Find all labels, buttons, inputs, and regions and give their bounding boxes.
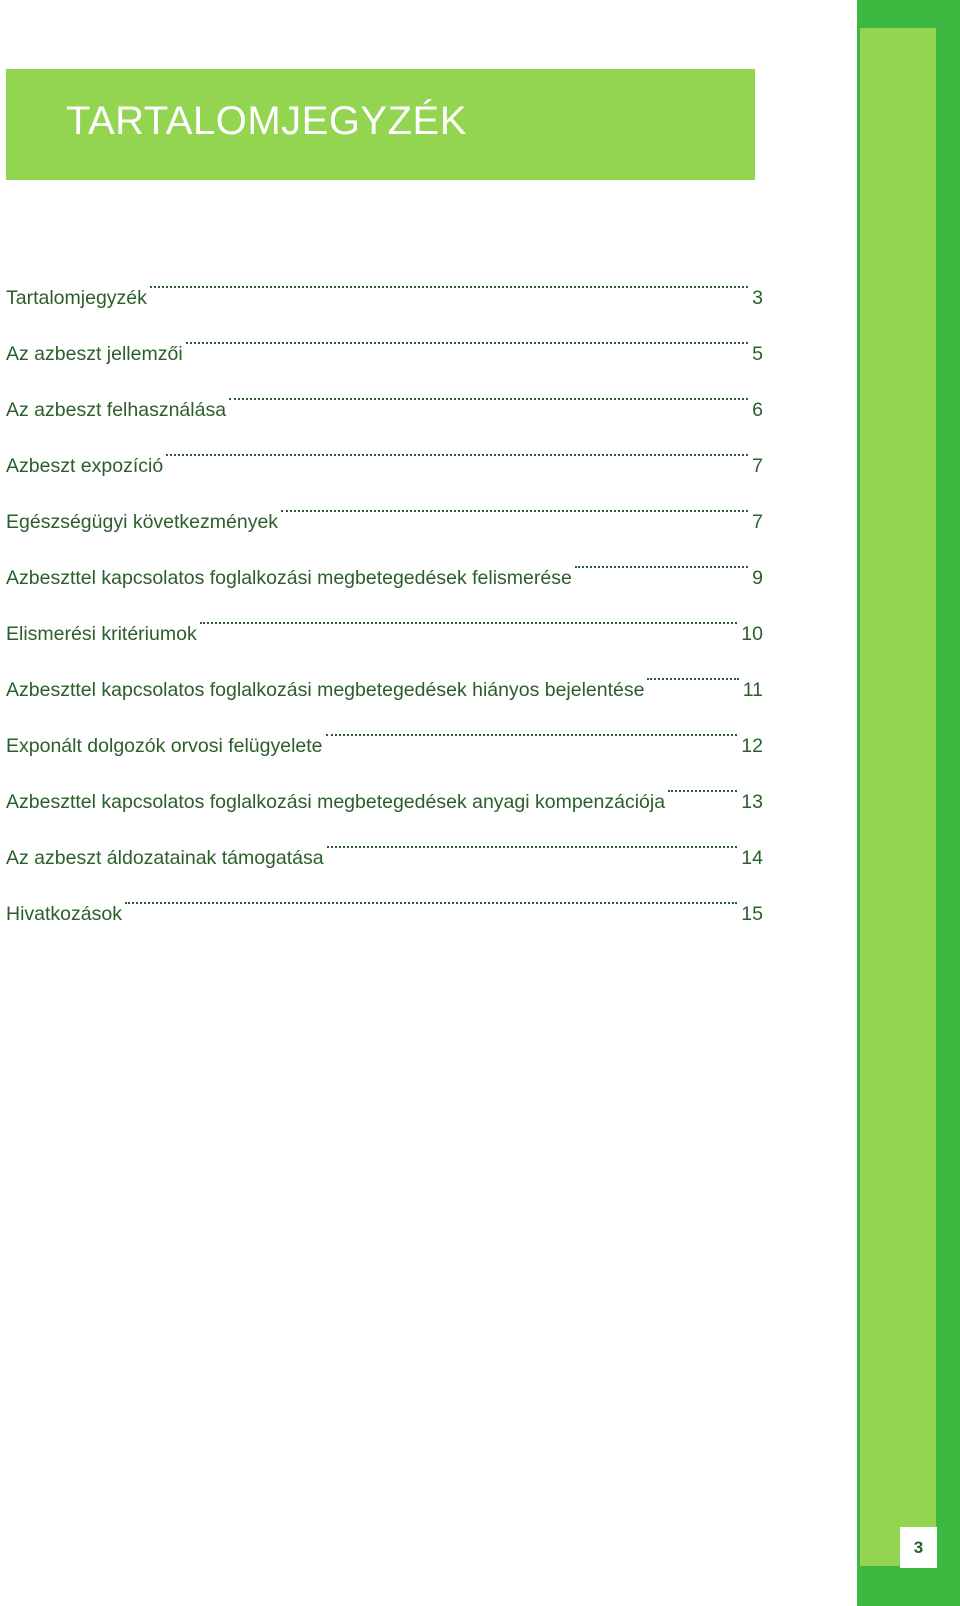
toc-dot-leader: [668, 790, 737, 792]
toc-entry[interactable]: [6, 899, 763, 955]
toc-entry-page: 13: [741, 791, 763, 813]
toc-entry-label: Exponált dolgozók orvosi felügyelete: [6, 735, 323, 757]
toc-entry[interactable]: [6, 451, 763, 507]
toc-entry-page: 7: [752, 455, 763, 477]
toc-entry[interactable]: [6, 843, 763, 899]
toc-entry[interactable]: [6, 563, 763, 619]
toc-entry-label: Az azbeszt felhasználása: [6, 399, 227, 421]
toc-entry-label: Az azbeszt áldozatainak támogatása: [6, 847, 324, 869]
toc-entry-page: 11: [742, 679, 763, 701]
toc-dot-leader: [326, 734, 738, 736]
table-of-contents: [6, 283, 763, 955]
toc-dot-leader: [186, 342, 748, 344]
toc-entry-label: Egészségügyi következmények: [6, 511, 279, 533]
toc-entry-label: Azbeszttel kapcsolatos foglalkozási megbetegedések anyagi kompenzációja: [6, 791, 666, 813]
toc-entry[interactable]: [6, 283, 763, 339]
page-title: TARTALOMJEGYZÉK: [66, 99, 467, 143]
toc-entry[interactable]: [6, 675, 763, 731]
toc-entry-page: 5: [752, 343, 763, 365]
toc-entry-page: 15: [741, 903, 763, 925]
page-number-badge: [900, 1527, 937, 1568]
toc-entry-label: Azbeszttel kapcsolatos foglalkozási megbetegedések hiányos bejelentése: [6, 679, 645, 701]
toc-entry[interactable]: [6, 619, 763, 675]
toc-entry-page: 14: [741, 847, 763, 869]
toc-dot-leader: [150, 286, 748, 288]
toc-entry-page: 7: [752, 511, 763, 533]
toc-entry-page: 12: [741, 735, 763, 757]
toc-entry-page: 6: [752, 399, 763, 421]
toc-entry-label: Hivatkozások: [6, 903, 122, 925]
toc-dot-leader: [125, 902, 737, 904]
toc-entry-page: 10: [741, 623, 763, 645]
toc-dot-leader: [166, 454, 748, 456]
toc-dot-leader: [647, 678, 738, 680]
toc-entry[interactable]: [6, 339, 763, 395]
toc-entry-label: Azbeszt expozíció: [6, 455, 164, 477]
toc-entry-page: 3: [752, 287, 763, 309]
toc-entry[interactable]: [6, 787, 763, 843]
title-banner: [6, 69, 755, 180]
toc-dot-leader: [229, 398, 748, 400]
toc-entry-label: Azbeszttel kapcsolatos foglalkozási megbetegedések felismerése: [6, 567, 572, 589]
toc-entry[interactable]: [6, 731, 763, 787]
toc-dot-leader: [327, 846, 738, 848]
toc-entry-page: 9: [752, 567, 763, 589]
page-number: 3: [913, 1537, 924, 1557]
toc-dot-leader: [281, 510, 748, 512]
toc-entry-label: Tartalomjegyzék: [6, 287, 147, 309]
toc-dot-leader: [575, 566, 748, 568]
toc-entry[interactable]: [6, 395, 763, 451]
toc-entry-label: Elismerési kritériumok: [6, 623, 197, 645]
toc-entry[interactable]: [6, 507, 763, 563]
side-stripe-light: [860, 28, 936, 1566]
toc-entry-label: Az azbeszt jellemzői: [6, 343, 183, 365]
toc-dot-leader: [200, 622, 738, 624]
